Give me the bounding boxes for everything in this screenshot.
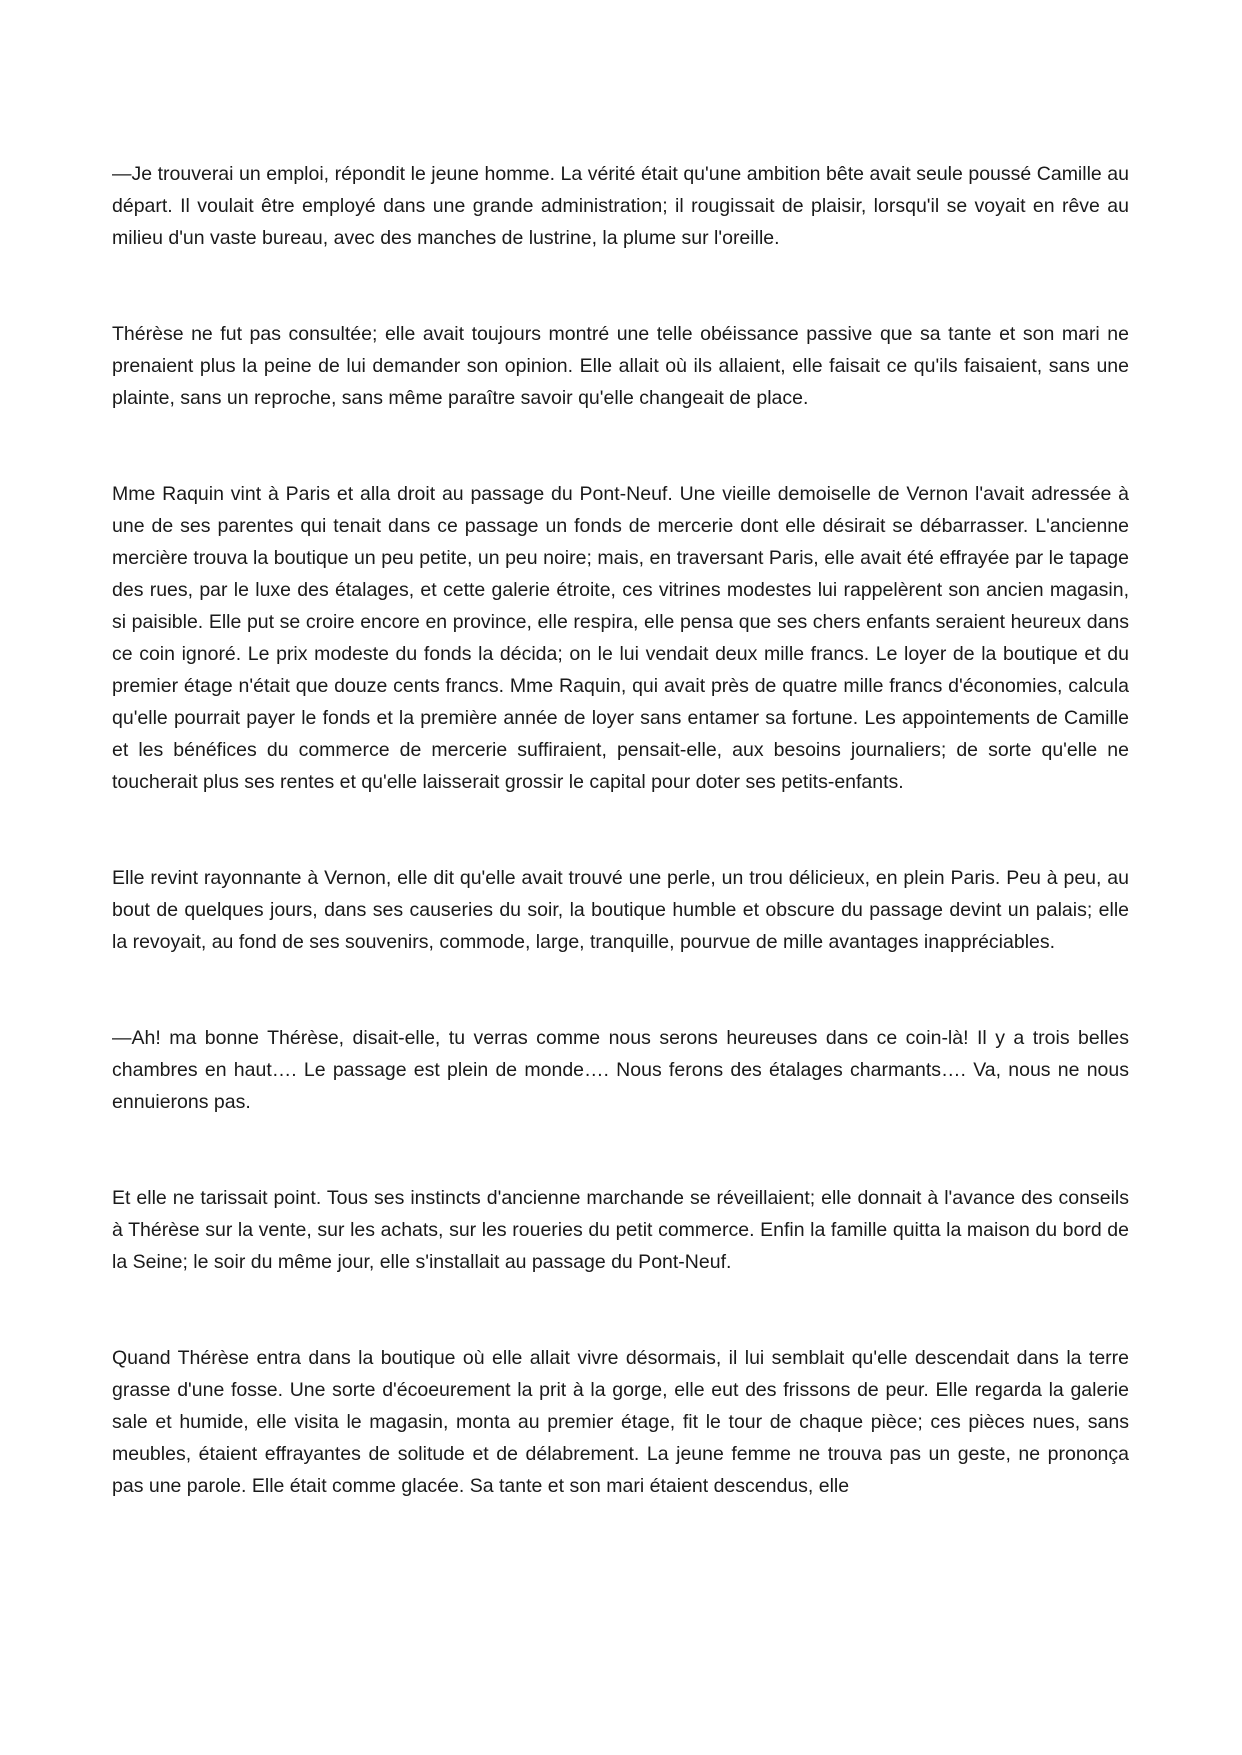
paragraph-1: —Je trouverai un emploi, répondit le jeune homme. La vérité était qu'une ambition bête avait seule poussé Camille au départ. Il voulait être employé dans une grande administration; il rougissait de plaisir, lorsqu'il se voyait en rêve au milieu d'un vaste bureau, avec des manches de lustrine, la plume sur l'oreille.: [112, 163, 1129, 249]
paragraph-3: Mme Raquin vint à Paris et alla droit au passage du Pont-Neuf. Une vieille demoiselle de Vernon l'avait adressée à une de ses parentes qui tenait dans ce passage un fonds de mercerie dont elle désirait se débarrasser. L'ancienne mercière trouva la boutique un peu petite, un peu noire; mais, en traversant Paris, elle avait été effrayée par le tapage des rues, par le luxe des étalages, et cette galerie étroite, ces vitrines modestes lui rappelèrent son ancien magasin, si paisible. Elle put se croire encore en province, elle respira, elle pensa que ses chers enfants seraient heureux dans ce coin ignoré. Le prix modeste du fonds la décida; on le lui vendait deux mille francs. Le loyer de la boutique et du premier étage n'était que douze cents francs. Mme Raquin, qui avait près de quatre mille francs d'économies, calcula qu'elle pourrait payer le fonds et la première année de loyer sans entamer sa fortune. Les appointements de Camille et les bénéfices du commerce de mercerie suffiraient, pensait-elle, aux besoins journaliers; de sorte qu'elle ne toucherait plus ses rentes et qu'elle laisserait grossir le capital pour doter ses petits-enfants.: [112, 483, 1129, 793]
body-text: [112, 158, 1129, 1502]
paragraph-6: Et elle ne tarissait point. Tous ses instincts d'ancienne marchande se réveillaient; elle donnait à l'avance des conseils à Thérèse sur la vente, sur les achats, sur les roueries du petit commerce. Enfin la famille quitta la maison du bord de la Seine; le soir du même jour, elle s'installait au passage du Pont-Neuf.: [112, 1187, 1129, 1273]
paragraph-7: Quand Thérèse entra dans la boutique où elle allait vivre désormais, il lui semblait qu'elle descendait dans la terre grasse d'une fosse. Une sorte d'écoeurement la prit à la gorge, elle eut des frissons de peur. Elle regarda la galerie sale et humide, elle visita le magasin, monta au premier étage, fit le tour de chaque pièce; ces pièces nues, sans meubles, étaient effrayantes de solitude et de délabrement. La jeune femme ne trouva pas un geste, ne prononça pas une parole. Elle était comme glacée. Sa tante et son mari étaient descendus, elle: [112, 1347, 1129, 1497]
paragraph-5: —Ah! ma bonne Thérèse, disait-elle, tu verras comme nous serons heureuses dans ce coin-là! Il y a trois belles chambres en haut…. Le passage est plein de monde…. Nous ferons des étalages charmants…. Va, nous ne nous ennuierons pas.: [112, 1027, 1129, 1113]
paragraph-4: Elle revint rayonnante à Vernon, elle dit qu'elle avait trouvé une perle, un trou délicieux, en plein Paris. Peu à peu, au bout de quelques jours, dans ses causeries du soir, la boutique humble et obscure du passage devint un palais; elle la revoyait, au fond de ses souvenirs, commode, large, tranquille, pourvue de mille avantages inappréciables.: [112, 867, 1129, 953]
paragraph-2: Thérèse ne fut pas consultée; elle avait toujours montré une telle obéissance passive que sa tante et son mari ne prenaient plus la peine de lui demander son opinion. Elle allait où ils allaient, elle faisait ce qu'ils faisaient, sans une plainte, sans un reproche, sans même paraître savoir qu'elle changeait de place.: [112, 323, 1129, 409]
